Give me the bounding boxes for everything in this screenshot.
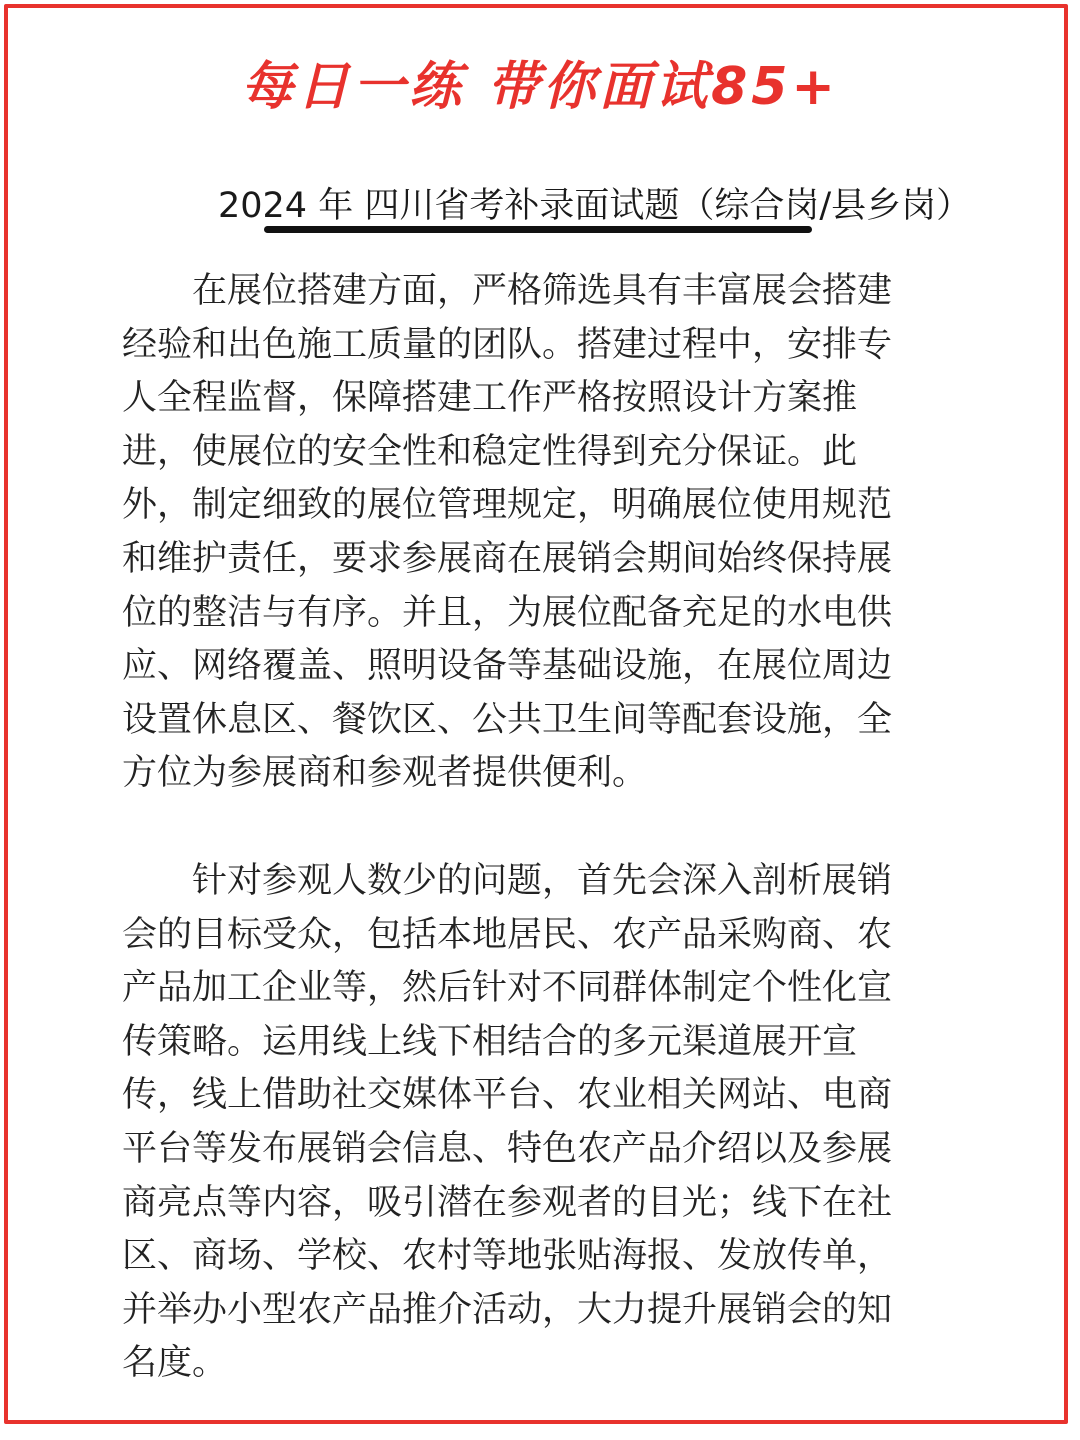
paragraph-line: 传，线上借助社交媒体平台、农业相关网站、电商 bbox=[122, 1075, 893, 1116]
paragraph-line: 产品加工企业等，然后针对不同群体制定个性化宣 bbox=[122, 968, 893, 1009]
paragraph-line: 传策略。运用线上线下相结合的多元渠道展开宣 bbox=[122, 1021, 858, 1062]
paragraph-line: 商亮点等内容，吸引潜在参观者的目光；线下在社 bbox=[122, 1182, 893, 1223]
paragraph-line: 针对参观人数少的问题，首先会深入剖析展销 bbox=[122, 861, 893, 901]
paragraph-line: 经验和出色施工质量的团队。搭建过程中，安排专 bbox=[122, 324, 893, 365]
paragraph-line: 位的整洁与有序。并且，为展位配备充足的水电供 bbox=[122, 592, 893, 633]
paragraph-2 bbox=[122, 855, 952, 1391]
paragraph-1 bbox=[122, 265, 952, 801]
paragraph-line: 方位为参展商和参观者提供便利。 bbox=[122, 753, 648, 794]
paragraph-line: 人全程监督，保障搭建工作严格按照设计方案推 bbox=[122, 378, 858, 419]
paragraph-line: 在展位搭建方面，严格筛选具有丰富展会搭建 bbox=[122, 271, 893, 311]
paragraph-line: 平台等发布展销会信息、特色农产品介绍以及参展 bbox=[122, 1128, 893, 1169]
title-underline bbox=[264, 226, 812, 233]
document-title: 2024 年 四川省考补录面试题（综合岗/县乡岗） bbox=[218, 186, 972, 226]
paragraph-line: 并举办小型农产品推介活动，大力提升展销会的知 bbox=[122, 1289, 893, 1330]
paragraph-line: 和维护责任，要求参展商在展销会期间始终保持展 bbox=[122, 538, 893, 579]
paragraph-line: 区、商场、学校、农村等地张贴海报、发放传单， bbox=[122, 1236, 893, 1277]
paragraph-line: 会的目标受众，包括本地居民、农产品采购商、农 bbox=[122, 914, 893, 955]
paragraph-line: 外，制定细致的展位管理规定，明确展位使用规范 bbox=[122, 485, 893, 526]
paragraph-line: 名度。 bbox=[122, 1343, 228, 1384]
paragraph-line: 应、网络覆盖、照明设备等基础设施，在展位周边 bbox=[122, 646, 893, 687]
paragraph-line: 进，使展位的安全性和稳定性得到充分保证。此 bbox=[122, 431, 858, 472]
paragraph-line: 设置休息区、餐饮区、公共卫生间等配套设施，全 bbox=[122, 699, 893, 740]
banner-title: 每日一练 带你面试85+ bbox=[240, 57, 840, 117]
